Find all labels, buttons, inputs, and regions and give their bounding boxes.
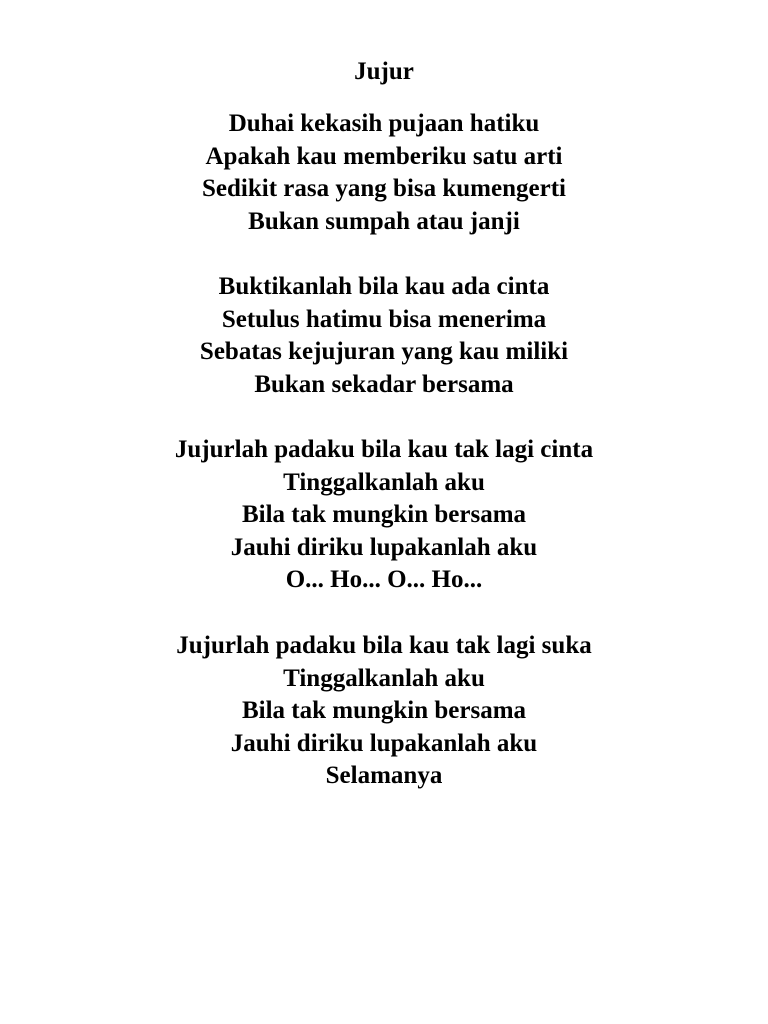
- lyric-line: Sebatas kejujuran yang kau miliki: [199, 338, 569, 366]
- lyric-line: Jauhi diriku lupakanlah aku: [230, 533, 538, 561]
- lyric-line: Tinggalkanlah aku: [283, 664, 485, 692]
- lyric-line: Sedikit rasa yang bisa kumengerti: [202, 175, 566, 203]
- lyric-line: O... Ho... O... Ho...: [285, 566, 483, 594]
- lyric-line: Bila tak mungkin bersama: [241, 697, 527, 725]
- lyric-line: Bila tak mungkin bersama: [241, 501, 527, 529]
- stanza-2: [0, 271, 768, 401]
- lyric-line: Tinggalkanlah aku: [283, 468, 485, 496]
- song-title: Jujur: [354, 58, 414, 85]
- lyric-line: Setulus hatimu bisa menerima: [221, 305, 547, 333]
- lyric-line: Apakah kau memberiku satu arti: [205, 142, 563, 170]
- lyric-line: Bukan sumpah atau janji: [248, 207, 520, 235]
- stanza-4: [0, 630, 768, 793]
- lyric-line: Jauhi diriku lupakanlah aku: [230, 729, 538, 757]
- lyric-line: Jujurlah padaku bila kau tak lagi cinta: [174, 436, 594, 463]
- lyric-line: Buktikanlah bila kau ada cinta: [218, 273, 550, 300]
- lyric-line: Duhai kekasih pujaan hatiku: [228, 110, 540, 137]
- lyric-line: Selamanya: [325, 762, 443, 790]
- stanza-1: [0, 108, 768, 238]
- lyric-line: Jujurlah padaku bila kau tak lagi suka: [176, 632, 592, 659]
- stanza-3: [0, 434, 768, 597]
- lyric-line: Bukan sekadar bersama: [254, 370, 514, 398]
